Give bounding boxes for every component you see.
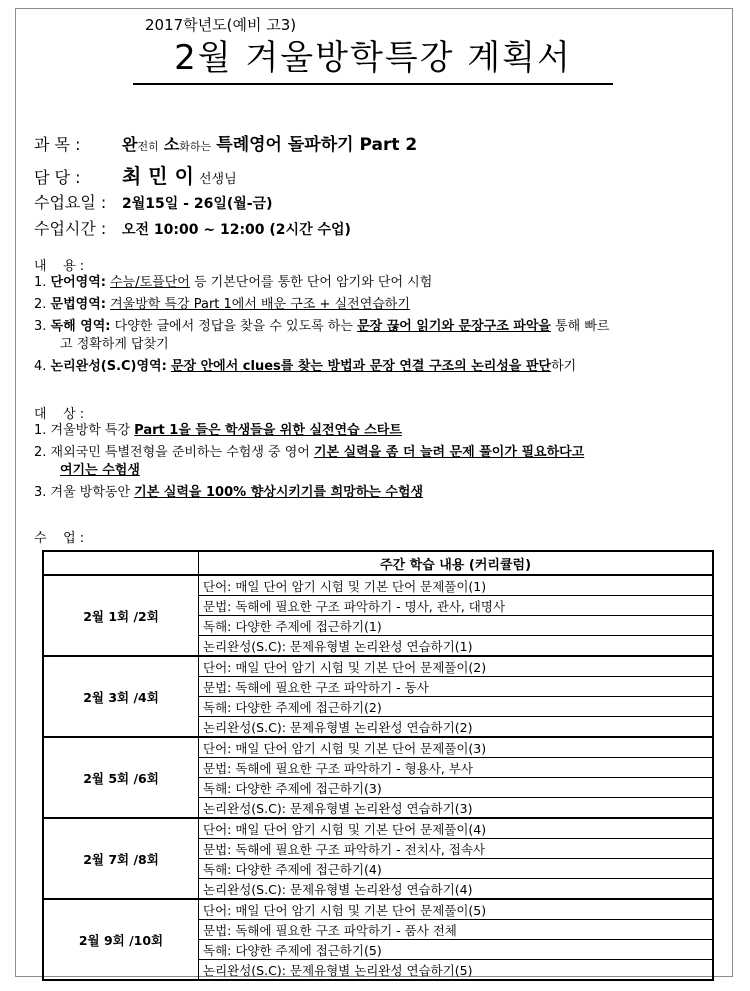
curriculum-cell: 문법: 독해에 필요한 구조 파악하기 - 품사 전체 bbox=[199, 920, 714, 940]
curriculum-cell: 단어: 매일 단어 암기 시험 및 기본 단어 문제풀이(3) bbox=[199, 737, 714, 758]
subject-title: 특례영어 돌파하기 Part 2 bbox=[216, 135, 418, 155]
content-item-text: 문장 안에서 clues를 찾는 방법과 문장 연결 구조의 논리성을 판단 bbox=[170, 359, 552, 374]
table-row bbox=[43, 575, 713, 596]
table-header-empty bbox=[43, 551, 199, 575]
curriculum-cell: 독해: 다양한 주제에 접근하기(3) bbox=[199, 778, 714, 798]
content-item-text: 등 기본단어를 통한 단어 암기와 단어 시험 bbox=[189, 275, 433, 290]
content-item-3 bbox=[34, 318, 609, 336]
curriculum-cell: 독해: 다양한 주제에 접근하기(1) bbox=[199, 616, 714, 636]
subject-line bbox=[34, 130, 417, 155]
curriculum-cell: 논리완성(S.C): 문제유형별 논리완성 연습하기(4) bbox=[199, 879, 714, 900]
teacher-suffix: 선생님 bbox=[198, 172, 237, 187]
target-item-text: 재외국민 특별전형을 준비하는 수험생 중 영어 bbox=[50, 445, 314, 460]
content-item-text: 겨울방학 특강 Part 1에서 배운 구조 + 실전연습하기 bbox=[110, 297, 410, 312]
curriculum-cell: 문법: 독해에 필요한 구조 파악하기 - 형용사, 부사 bbox=[199, 758, 714, 778]
content-item-text: 문장 끊어 읽기와 문장구조 파악을 bbox=[357, 319, 551, 334]
target-item-num: 3. bbox=[34, 485, 47, 500]
session-label: 2월 1회 /2회 bbox=[43, 575, 199, 656]
curriculum-cell: 논리완성(S.C): 문제유형별 논리완성 연습하기(1) bbox=[199, 636, 714, 657]
session-label: 2월 9회 /10회 bbox=[43, 899, 199, 980]
days-line bbox=[34, 190, 273, 213]
session-label: 2월 3회 /4회 bbox=[43, 656, 199, 737]
document-subtitle: 2017학년도(예비 고3) bbox=[145, 16, 297, 34]
curriculum-cell: 논리완성(S.C): 문제유형별 논리완성 연습하기(2) bbox=[199, 717, 714, 738]
content-item-label: 단어영역: bbox=[50, 275, 106, 290]
teacher-name: 최 민 이 bbox=[122, 164, 194, 188]
table-row bbox=[43, 899, 713, 920]
curriculum-cell: 독해: 다양한 주제에 접근하기(4) bbox=[199, 859, 714, 879]
table-row bbox=[43, 737, 713, 758]
curriculum-cell: 문법: 독해에 필요한 구조 파악하기 - 명사, 관사, 대명사 bbox=[199, 596, 714, 616]
content-item-text: 통해 빠르 bbox=[550, 319, 610, 334]
table-header: 주간 학습 내용 (커리큘럼) bbox=[199, 551, 714, 575]
content-heading: 내 용 : bbox=[34, 259, 85, 274]
time-value: 오전 10:00 ~ 12:00 (2시간 수업) bbox=[122, 222, 351, 238]
session-label: 2월 7회 /8회 bbox=[43, 818, 199, 899]
content-item-num: 2. bbox=[34, 297, 47, 312]
subject-prefix-1: 완 bbox=[122, 135, 138, 154]
curriculum-cell: 단어: 매일 단어 암기 시험 및 기본 단어 문제풀이(5) bbox=[199, 899, 714, 920]
curriculum-table bbox=[42, 550, 714, 981]
target-item-num: 1. bbox=[34, 423, 47, 438]
content-item-4 bbox=[34, 358, 576, 376]
content-item-num: 3. bbox=[34, 319, 47, 334]
curriculum-cell: 논리완성(S.C): 문제유형별 논리완성 연습하기(5) bbox=[199, 960, 714, 981]
target-item-text: 기본 실력을 100% 향상시키기를 희망하는 수험생 bbox=[134, 485, 424, 500]
subject-prefix-1-small: 전히 bbox=[137, 140, 159, 153]
content-item-num: 1. bbox=[34, 275, 47, 290]
content-item-1 bbox=[34, 274, 432, 292]
table-row bbox=[43, 656, 713, 677]
content-item-2 bbox=[34, 296, 410, 314]
content-item-label: 논리완성(S.C)영역: bbox=[50, 359, 167, 374]
content-item-label: 문법영역: bbox=[50, 297, 106, 312]
days-label: 수업요일 : bbox=[34, 193, 107, 212]
subject-prefix-2-small: 화하는 bbox=[179, 140, 212, 153]
target-item-text: 겨울방학 특강 bbox=[50, 423, 135, 438]
session-label: 2월 5회 /6회 bbox=[43, 737, 199, 818]
target-item-1 bbox=[34, 422, 402, 440]
curriculum-cell: 단어: 매일 단어 암기 시험 및 기본 단어 문제풀이(1) bbox=[199, 575, 714, 596]
content-item-3-cont: 고 정확하게 답찾기 bbox=[60, 337, 169, 352]
target-item-text: 겨울 방학동안 bbox=[50, 485, 135, 500]
subject-label: 과 목 : bbox=[34, 135, 81, 154]
curriculum-cell: 문법: 독해에 필요한 구조 파악하기 - 동사 bbox=[199, 677, 714, 697]
target-item-num: 2. bbox=[34, 445, 47, 460]
days-value: 2월15일 - 26일(월-금) bbox=[122, 196, 273, 212]
curriculum-cell: 논리완성(S.C): 문제유형별 논리완성 연습하기(3) bbox=[199, 798, 714, 819]
content-item-text: 하기 bbox=[551, 359, 577, 374]
curriculum-cell: 단어: 매일 단어 암기 시험 및 기본 단어 문제풀이(2) bbox=[199, 656, 714, 677]
target-item-3 bbox=[34, 484, 423, 502]
curriculum-cell: 문법: 독해에 필요한 구조 파악하기 - 전치사, 접속사 bbox=[199, 839, 714, 859]
curriculum-cell: 단어: 매일 단어 암기 시험 및 기본 단어 문제풀이(4) bbox=[199, 818, 714, 839]
schedule-heading: 수 업 : bbox=[34, 531, 85, 546]
time-line bbox=[34, 216, 351, 239]
content-item-text: 다양한 글에서 정답을 찾을 수 있도록 하는 bbox=[110, 319, 358, 334]
curriculum-cell: 독해: 다양한 주제에 접근하기(5) bbox=[199, 940, 714, 960]
document-title: 2월 겨울방학특강 계획서 bbox=[133, 34, 613, 85]
target-heading: 대 상 : bbox=[34, 407, 85, 422]
target-item-text: Part 1을 들은 학생들을 위한 실전연습 스타트 bbox=[134, 423, 402, 438]
table-body bbox=[43, 575, 713, 980]
table-header-row bbox=[43, 551, 713, 575]
target-item-2 bbox=[34, 444, 584, 462]
target-item-2-cont: 여기는 수험생 bbox=[60, 463, 140, 478]
content-item-label: 독해 영역: bbox=[50, 319, 111, 334]
curriculum-cell: 독해: 다양한 주제에 접근하기(2) bbox=[199, 697, 714, 717]
content-item-text: 수능/토플단어 bbox=[110, 275, 190, 290]
time-label: 수업시간 : bbox=[34, 219, 107, 238]
table-row bbox=[43, 818, 713, 839]
content-item-num: 4. bbox=[34, 359, 47, 374]
teacher-label: 담 당 : bbox=[34, 168, 81, 187]
subject-prefix-2: 소 bbox=[163, 135, 180, 154]
target-item-text: 기본 실력을 좀 더 늘려 문제 풀이가 필요하다고 bbox=[313, 445, 585, 460]
teacher-line bbox=[34, 160, 237, 189]
